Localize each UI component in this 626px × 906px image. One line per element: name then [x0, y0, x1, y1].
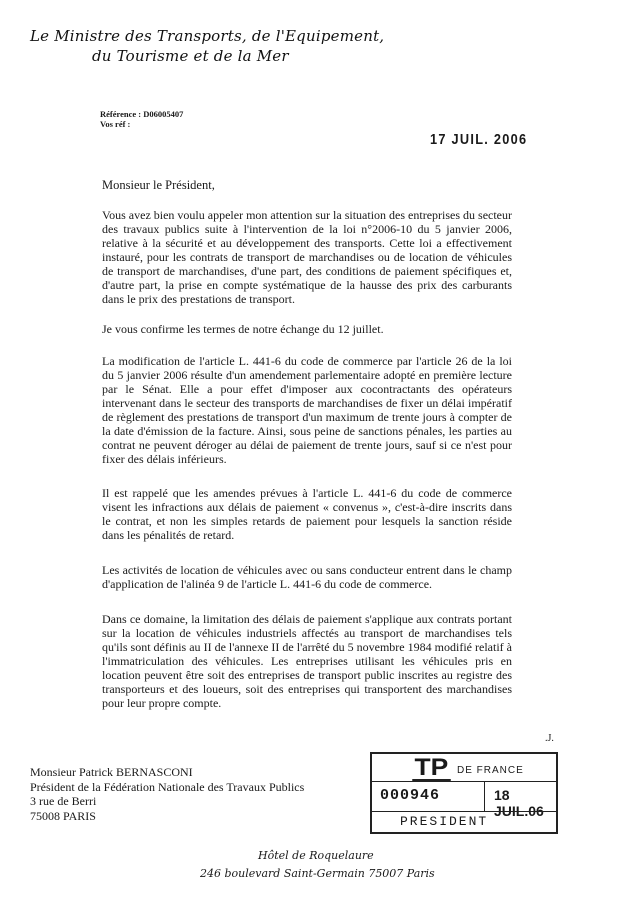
recipient-name: Monsieur Patrick BERNASCONI	[30, 765, 193, 779]
paragraph-3: La modification de l'article L. 441-6 du code de commerce par l'article 26 de la loi du 5 janvier 2006 résulte d'un amendement parlementaire adopté en première lecture par le Sénat. Elle a pour effet d'imposer aux cocontractants des opérateurs intervenant dans le secteur des transports de marchandises de fixer un délai impératif de règlement des prestations de transport d'un maximum de trente jours à compter de la date d'émission de la facture. Ainsi, sous peine de sanctions pénales, les parties au contrat ne peuvent déroger au délai de paiement de trente jours, sauf si ce n'est pour fixer des délais inférieurs.	[102, 354, 512, 466]
recipient-city: 75008 PARIS	[30, 808, 96, 823]
your-reference: Vos réf :	[100, 119, 131, 129]
stamp-number: 000946	[380, 787, 441, 804]
reception-stamp	[370, 752, 558, 834]
stamp-date: 18 JUIL.06	[494, 787, 544, 819]
stamp-de-france: DE FRANCE	[457, 765, 524, 776]
paragraph-4: Il est rappelé que les amendes prévues à l'article L. 441-6 du code de commerce visent les infractions aux délais de paiement « convenus », c'est-à-dire inscrits dans le contrat, et non les simples retards de paiement pour lesquels la sanction réside dans les pénalités de retard.	[102, 486, 512, 542]
paragraph-1: Vous avez bien voulu appeler mon attention sur la situation des entreprises du secteur des travaux publics suite à l'intervention de la loi n°2006-10 du 5 janvier 2006, relative à la sécurité et au développement des transports. Cette loi a effectivement instauré, pour les contrats de transport de marchandises ou de location de véhicules de transport de marchandises, d'une part, des conditions de paiement spécifiques et, d'autre part, la prise en compte systématique de la hausse des prix des carburants dans le prix des prestations de transport.	[102, 208, 513, 306]
paragraph-6: Dans ce domaine, la limitation des délais de paiement s'applique aux contrats portant sur la location de véhicules industriels affectés au transport de marchandises tels qu'ils sont définis au II de l'annexe II de l'arrêté du 5 novembre 1984 modifié relatif à l'immatriculation des véhicules. Les entreprises utilisant les véhicules pris en location peuvent être soit des entreprises de transport public inscrites au registre des transporteurs et des loueurs, soit des entreprises qui transportent des marchandises pour leur propre compte.	[102, 612, 512, 710]
footer-address: 246 boulevard Saint-Germain 75007 Paris	[200, 867, 435, 880]
stamp-role: PRESIDENT	[400, 814, 489, 829]
stamp-tp-logo: TP	[414, 754, 449, 781]
ministry-header-line1: Le Ministre des Transports, de l'Equipement,	[30, 27, 385, 45]
recipient-title: Président de la Fédération Nationale des Travaux Publics	[30, 779, 305, 794]
recipient-address	[30, 765, 304, 823]
paragraph-2: Je vous confirme les termes de notre échange du 12 juillet.	[102, 322, 384, 336]
footer-building: Hôtel de Roquelaure	[258, 849, 374, 862]
greeting: Monsieur le Président,	[102, 178, 215, 192]
continuation-mark: .J.	[545, 733, 554, 744]
reference-number: Référence : D06005407	[100, 109, 184, 119]
recipient-street: 3 rue de Berri	[30, 794, 97, 808]
paragraph-5: Les activités de location de véhicules avec ou sans conducteur entrent dans le champ d'application de l'alinéa 9 de l'article L. 441-6 du code de commerce.	[102, 563, 512, 591]
ministry-header-line2: du Tourisme et de la Mer	[92, 47, 289, 65]
letter-date: 17 JUIL. 2006	[430, 131, 528, 148]
